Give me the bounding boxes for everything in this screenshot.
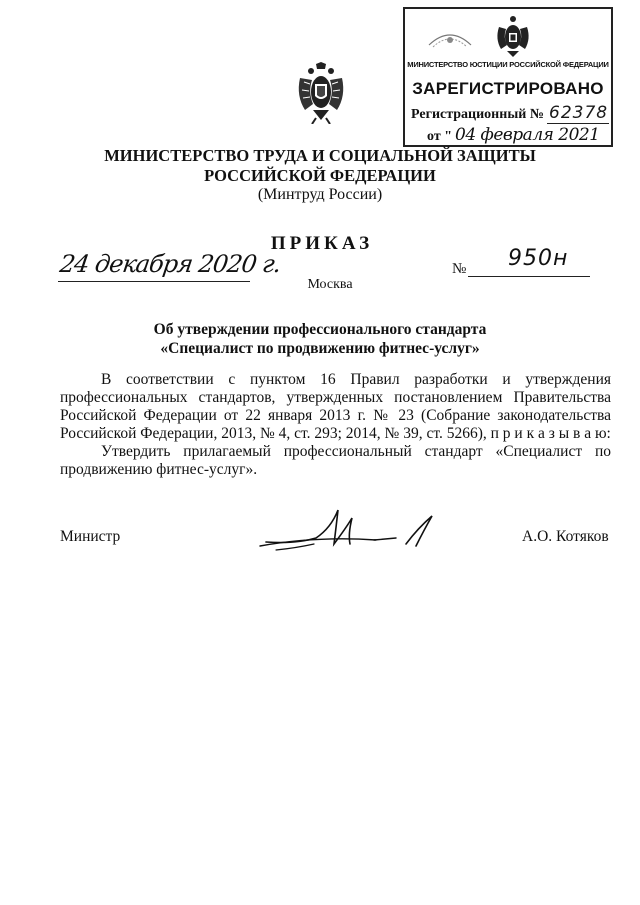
stamp-ministry-name: МИНИСТЕРСТВО ЮСТИЦИИ РОССИЙСКОЙ ФЕДЕРАЦИИ — [407, 60, 609, 69]
body-line: В соответствии с пунктом 16 Правил разработки и утверждения — [101, 371, 611, 388]
order-date: 24 декабря 2020 г. — [58, 250, 283, 278]
signer-role: Министр — [60, 528, 121, 545]
body-line: Российской Федерации, 2013, № 4, ст. 293; 2014, № 39, ст. 5266), п р и к а з ы в а ю: — [60, 425, 611, 442]
body-line: профессиональных стандартов, утвержденных постановлением Правительства — [60, 389, 611, 406]
ministry-name-line1: МИНИСТЕРСТВО ТРУДА И СОЦИАЛЬНОЙ ЗАЩИТЫ — [104, 146, 536, 165]
body-line: Утвердить прилагаемый профессиональный стандарт «Специалист по — [101, 443, 611, 460]
ministry-name-line2: РОССИЙСКОЙ ФЕДЕРАЦИИ — [204, 166, 436, 185]
stamp-number-underline — [547, 123, 609, 124]
order-number: 950н — [508, 246, 569, 271]
coat-of-arms-icon — [296, 62, 346, 124]
signer-name: А.О. Котяков — [522, 528, 609, 545]
order-title: ПРИКАЗ — [270, 233, 374, 254]
order-city: Москва — [307, 277, 353, 292]
body-line: Российской Федерации от 22 января 2013 г. № 23 (Собрание законодательства — [60, 407, 611, 424]
order-subject-line1: Об утверждении профессионального стандарта — [153, 321, 487, 338]
stamp-date-value: 04 февраля 2021 — [455, 125, 600, 145]
stamp-date-label: от " — [427, 129, 452, 144]
registration-stamp — [403, 7, 613, 147]
ministry-short-name: (Минтруд России) — [257, 186, 383, 203]
body-line: продвижению фитнес-услуг». — [60, 461, 258, 478]
coat-of-arms-icon — [493, 15, 533, 59]
stamp-registered-label: ЗАРЕГИСТРИРОВАНО — [412, 79, 604, 98]
ministry-of-justice-logo-icon — [425, 23, 475, 53]
stamp-registration-number: 62378 — [549, 103, 609, 123]
order-number-sign: № — [452, 261, 467, 277]
handwritten-signature — [256, 498, 446, 558]
stamp-registration-label: Регистрационный № — [411, 107, 544, 122]
order-subject-line2: «Специалист по продвижению фитнес-услуг» — [160, 340, 480, 357]
